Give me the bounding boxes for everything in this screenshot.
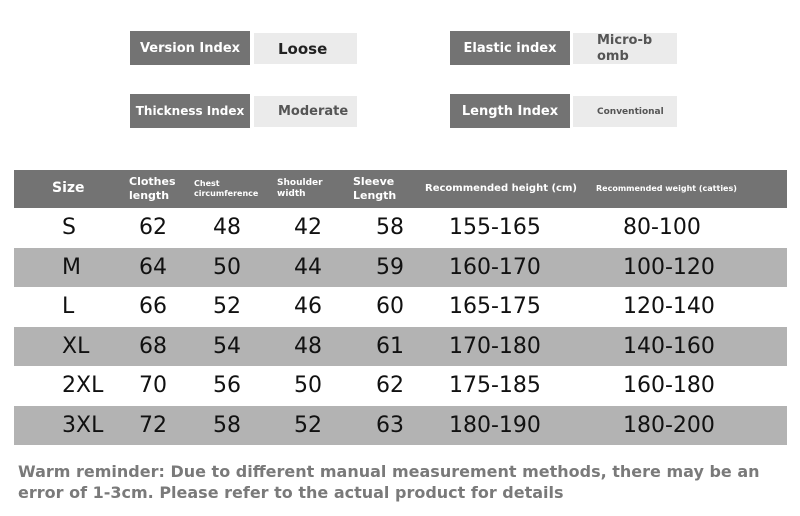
clothes-length-cell: 62 [139, 215, 167, 241]
shoulder-cell: 52 [273, 406, 349, 446]
chest-cell: 52 [213, 294, 241, 320]
sleeve-cell: 58 [376, 215, 404, 241]
size-cell: 3XL [14, 406, 125, 446]
shoulder-cell: 42 [294, 215, 322, 241]
table-row [14, 208, 787, 248]
size-cell: 2XL [62, 373, 104, 399]
version-index-value: Loose [254, 33, 357, 64]
chest-cell: 58 [190, 406, 273, 446]
weight-cell: 80-100 [623, 215, 701, 241]
length-index-label: Length Index [450, 94, 570, 128]
shoulder-cell: 46 [294, 294, 322, 320]
weight-cell: 120-140 [623, 294, 715, 320]
table-row [14, 327, 787, 367]
sleeve-cell: 61 [349, 327, 421, 367]
header-sleeve-length: Sleeve Length [349, 170, 421, 208]
clothes-length-cell: 68 [125, 327, 190, 367]
thickness-index-label: Thickness Index [130, 94, 250, 128]
height-cell: 160-170 [421, 248, 596, 288]
clothes-length-cell: 66 [139, 294, 167, 320]
chest-cell: 48 [213, 215, 241, 241]
weight-cell: 140-160 [596, 327, 787, 367]
header-recommended-weight: Recommended weight (catties) [596, 170, 787, 208]
weight-cell: 160-180 [623, 373, 715, 399]
header-clothes-length: Clothes length [125, 170, 190, 208]
sleeve-cell: 60 [376, 294, 404, 320]
header-size: Size [14, 170, 125, 208]
table-header-row [14, 170, 787, 208]
thickness-index-value: Moderate [254, 96, 357, 127]
size-cell: S [62, 215, 76, 241]
header-chest-circumference: Chest circumference [190, 170, 273, 208]
clothes-length-cell: 64 [125, 248, 190, 288]
warm-reminder-note: Warm reminder: Due to different manual measurement methods, there may be an error of 1-3cm. Please refer to the actual product for details [18, 462, 760, 502]
table-row [14, 366, 787, 406]
sleeve-cell: 59 [349, 248, 421, 288]
height-cell: 175-185 [449, 373, 541, 399]
table-row [14, 287, 787, 327]
table-row [14, 406, 787, 446]
sleeve-cell: 63 [349, 406, 421, 446]
header-recommended-height: Recommended height (cm) [421, 170, 596, 208]
table-row [14, 248, 787, 288]
size-cell: M [14, 248, 125, 288]
header-shoulder-width: Shoulder width [273, 170, 349, 208]
chest-cell: 56 [213, 373, 241, 399]
height-cell: 180-190 [421, 406, 596, 446]
weight-cell: 180-200 [596, 406, 787, 446]
elastic-index-value: Micro-bomb [573, 33, 677, 64]
shoulder-cell: 50 [294, 373, 322, 399]
height-cell: 165-175 [449, 294, 541, 320]
size-chart-table [14, 170, 787, 445]
shoulder-cell: 44 [273, 248, 349, 288]
height-cell: 155-165 [449, 215, 541, 241]
chest-cell: 50 [190, 248, 273, 288]
clothes-length-cell: 72 [125, 406, 190, 446]
height-cell: 170-180 [421, 327, 596, 367]
elastic-index-label: Elastic index [450, 31, 570, 65]
size-cell: XL [14, 327, 125, 367]
size-cell: L [62, 294, 75, 320]
weight-cell: 100-120 [596, 248, 787, 288]
version-index-label: Version Index [130, 31, 250, 65]
sleeve-cell: 62 [376, 373, 404, 399]
chest-cell: 54 [190, 327, 273, 367]
length-index-value: Conventional [573, 96, 677, 127]
clothes-length-cell: 70 [139, 373, 167, 399]
shoulder-cell: 48 [273, 327, 349, 367]
